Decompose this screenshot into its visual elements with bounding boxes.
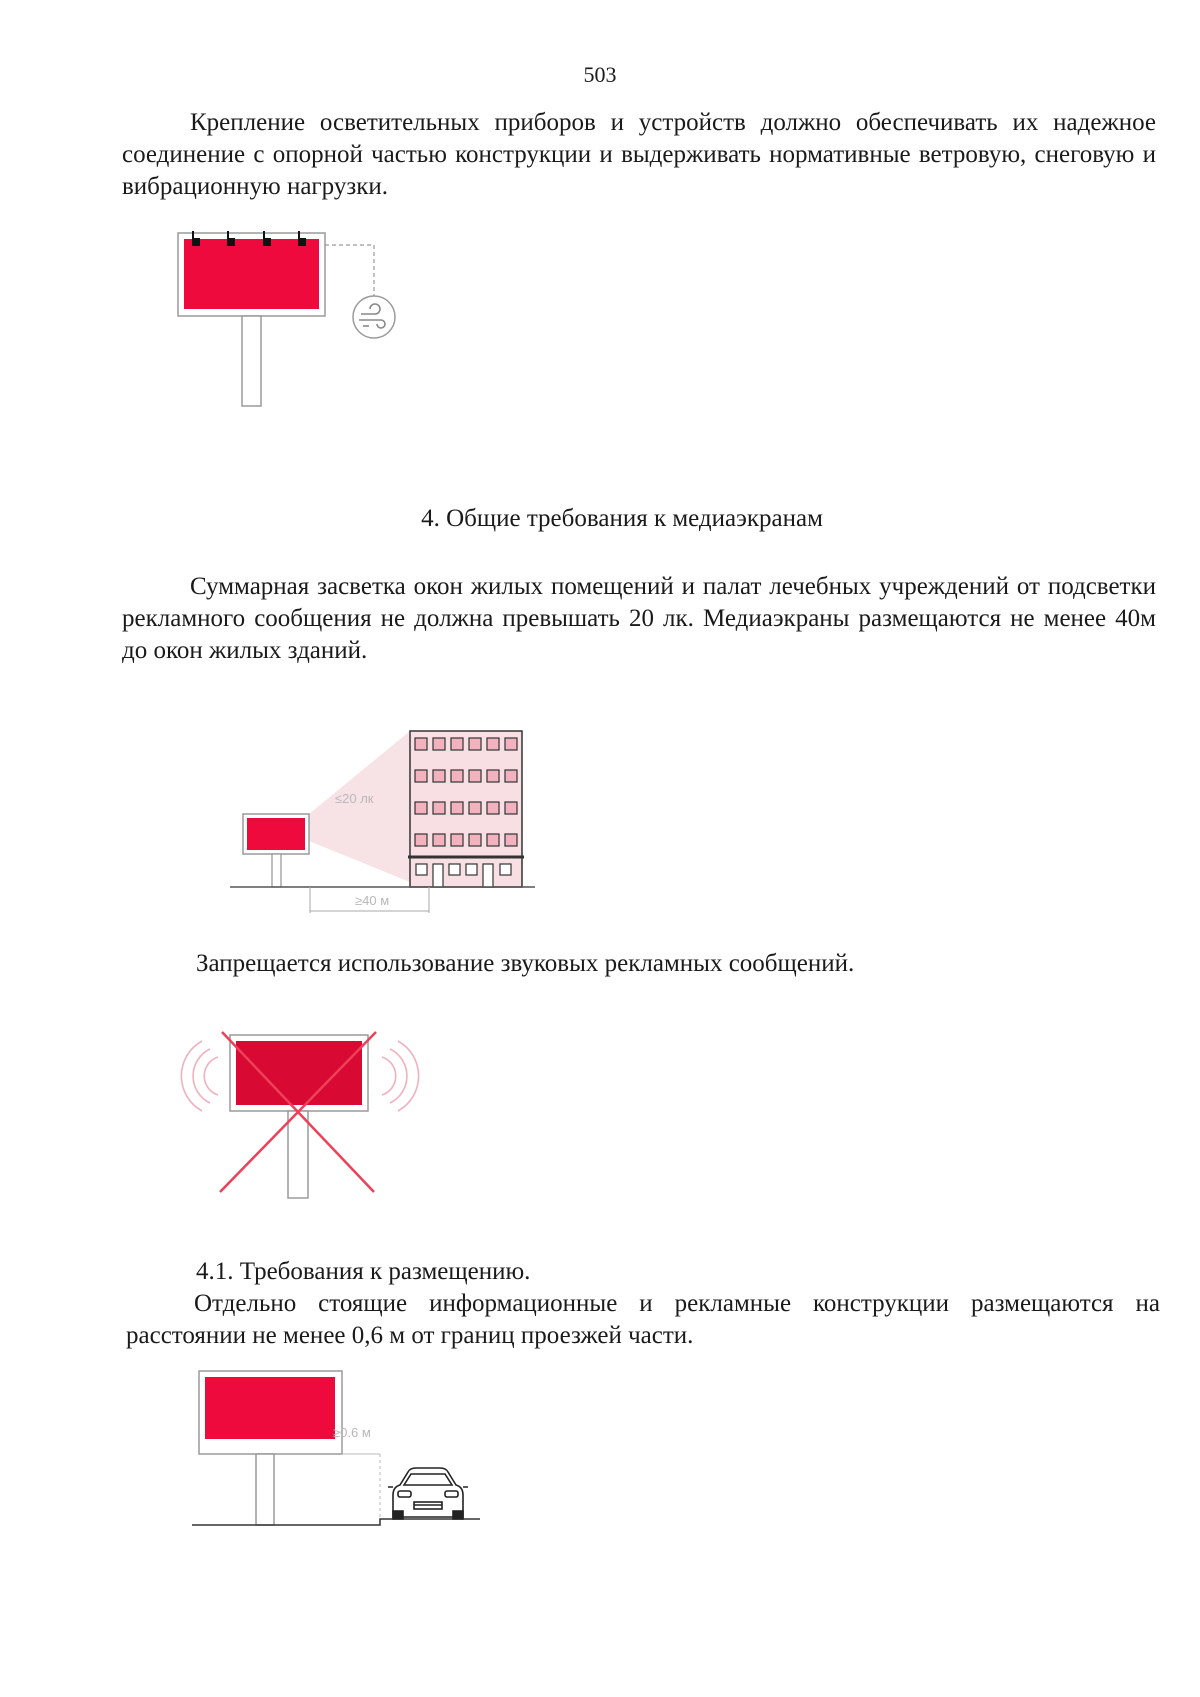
- billboard-pole: [288, 1111, 308, 1198]
- offset-label: ≥0.6 м: [333, 1425, 371, 1440]
- illumination-paragraph: Суммарная засветка окон жилых помещений и палат лечебных учреждений от подсветки рекламного сообщения не должна превышать 20 лк. Медиаэкраны размещаются не менее 40м до окон жилых зданий.: [122, 573, 1156, 664]
- page-number: 503: [583, 62, 617, 87]
- ground-line: [192, 1519, 480, 1525]
- billboard-screen: [236, 1041, 362, 1105]
- sound-waves-right-icon: [382, 1041, 419, 1111]
- billboard-screen: [205, 1377, 335, 1439]
- section-4-1-heading: 4.1. Требования к размещению.: [196, 1258, 531, 1285]
- media-screen-pole: [272, 854, 281, 887]
- distance-label: ≥40 м: [355, 893, 390, 908]
- media-screen: [247, 818, 305, 850]
- mounting-paragraph: Крепление осветительных приборов и устройств должно обеспечивать их надежное соединение с опорной частью конструкции и выдерживать нормативные ветровую, снеговую и вибрационную нагрузки.: [122, 109, 1156, 200]
- sound-waves-left-icon: [181, 1041, 218, 1111]
- billboard-pole: [242, 316, 261, 406]
- illumination-label: ≤20 лк: [335, 791, 374, 806]
- sound-prohibition-text: Запрещается использование звуковых рекламных сообщений.: [196, 950, 855, 977]
- billboard-wind-illustration: [170, 228, 410, 408]
- billboard-screen: [184, 239, 319, 309]
- wind-connector: [325, 245, 374, 296]
- car-icon: [388, 1468, 468, 1519]
- light-beam: [309, 731, 410, 882]
- section-4-heading: 4. Общие требования к медиаэкранам: [421, 505, 823, 532]
- billboard-pole: [256, 1454, 274, 1525]
- placement-paragraph: Отдельно стоящие информационные и рекламные конструкции размещаются на расстоянии не менее 0,6 м от границ проезжей части.: [126, 1290, 1160, 1349]
- no-sound-illustration: [190, 1030, 410, 1200]
- roadway-distance-illustration: [190, 1368, 490, 1538]
- illumination-distance-illustration: [230, 728, 540, 928]
- wind-icon: [353, 296, 395, 338]
